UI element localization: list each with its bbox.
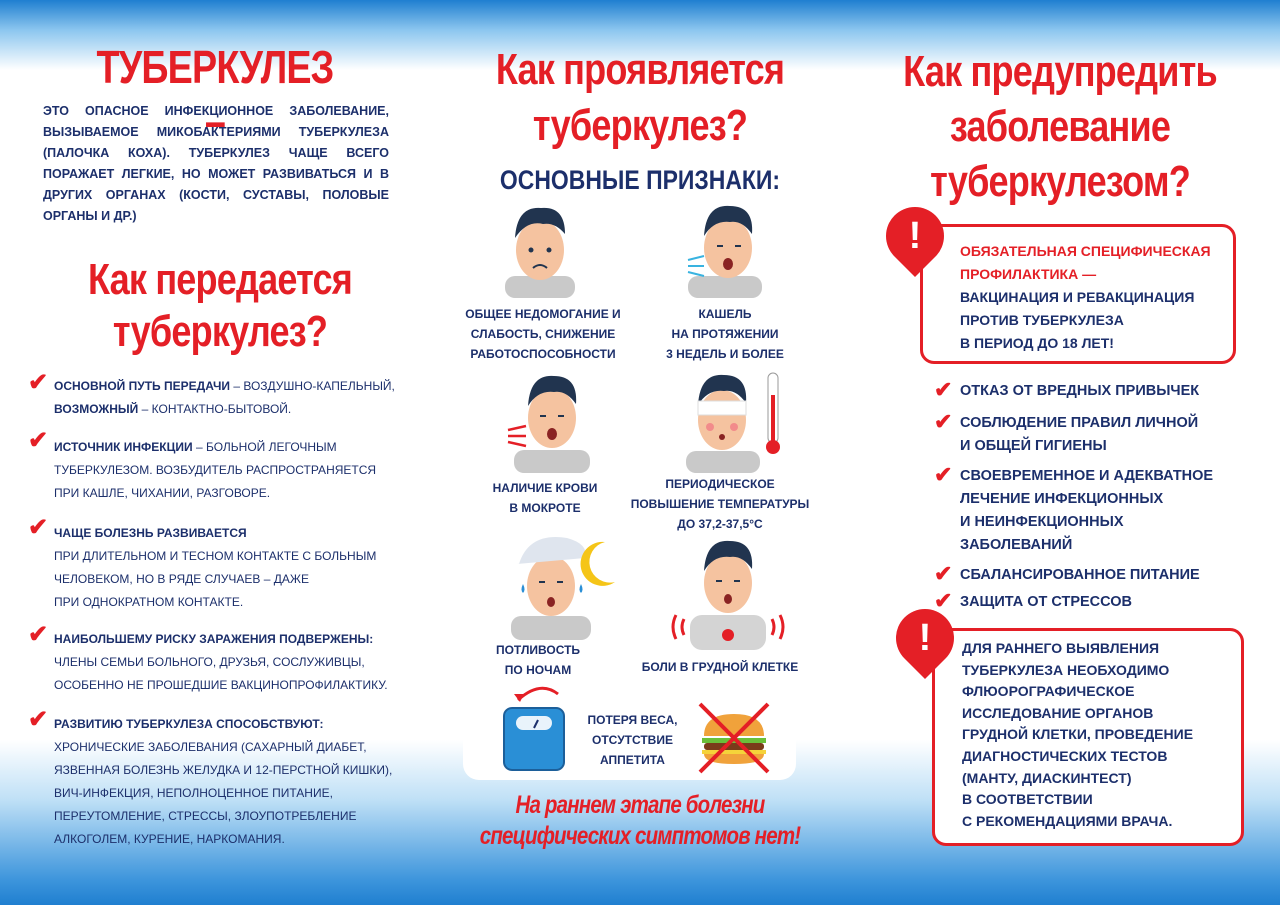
item-text: – БОЛЬНОЙ ЛЕГОЧНЫМ (192, 440, 337, 454)
check-icon: ✔ (28, 706, 49, 733)
check-icon: ✔ (28, 514, 49, 541)
malaise-illustration (505, 200, 575, 298)
vaccination-red-line1: ОБЯЗАТЕЛЬНАЯ СПЕЦИФИЧЕСКАЯ (960, 243, 1211, 259)
item-bold: РАЗВИТИЮ ТУБЕРКУЛЕЗА СПОСОБСТВУЮТ: (54, 717, 324, 731)
transmission-title-line2: туберкулез? (112, 307, 328, 356)
item-bold: ИСТОЧНИК ИНФЕКЦИИ (54, 440, 193, 454)
check-icon: ✔ (934, 377, 953, 402)
check-icon: ✔ (934, 409, 953, 434)
prevention-item: СБАЛАНСИРОВАННОЕ ПИТАНИЕ (960, 567, 1200, 583)
prevention-item: ОТКАЗ ОТ ВРЕДНЫХ ПРИВЫЧЕК (960, 383, 1200, 399)
prevention-item: СОБЛЮДЕНИЕ ПРАВИЛ ЛИЧНОЙ И ОБЩЕЙ ГИГИЕНЫ (960, 415, 1199, 454)
night-sweat-illustration (505, 528, 630, 640)
symptoms-title-line2: туберкулез? (532, 101, 748, 150)
vaccination-red-line2: ПРОФИЛАКТИКА — (960, 266, 1097, 282)
symptoms-title (476, 42, 804, 154)
symptoms-title-line1: Как проявляется (495, 45, 785, 94)
prevention-item: СВОЕВРЕМЕННОЕ И АДЕКВАТНОЕ ЛЕЧЕНИЕ ИНФЕКЦИОННЫХ И НЕИНФЕКЦИОННЫХ ЗАБОЛЕВАНИЙ (960, 468, 1214, 553)
early-stage-note (468, 790, 812, 852)
item-line: ВИЧ-ИНФЕКЦИЯ, НЕПОЛНОЦЕННОЕ ПИТАНИЕ, (54, 786, 333, 800)
check-icon: ✔ (28, 427, 49, 454)
transmission-item (54, 436, 434, 505)
item-bold: ОСНОВНОЙ ПУТЬ ПЕРЕДАЧИ (54, 379, 230, 393)
prevention-title (888, 44, 1232, 209)
early-stage-line2: специфических симптомов нет! (479, 822, 801, 850)
cough-illustration (680, 200, 770, 298)
fever-illustration (680, 365, 790, 473)
left-title: ТУБЕРКУЛЕЗ – (96, 41, 334, 147)
item-line: ПЕРЕУТОМЛЕНИЕ, СТРЕССЫ, ЗЛОУПОТРЕБЛЕНИЕ (54, 809, 357, 823)
prevention-title-line1: Как предупредить (903, 47, 1217, 96)
transmission-item (54, 628, 434, 697)
symptom-blood-label: НАЛИЧИЕ КРОВИ В МОКРОТЕ (492, 481, 598, 515)
check-icon: ✔ (28, 621, 49, 648)
item-line: ПРИ КАШЛЕ, ЧИХАНИИ, РАЗГОВОРЕ. (54, 486, 271, 500)
screening-text: ДЛЯ РАННЕГО ВЫЯВЛЕНИЯ ТУБЕРКУЛЕЗА НЕОБХОДИМО ФЛЮОРОГРАФИЧЕСКОЕ ИССЛЕДОВАНИЕ ОРГАНОВ ГРУДНОЙ КЛЕТКИ, ПРОВЕДЕНИЕ ДИАГНОСТИЧЕСКИХ ТЕСТОВ (МАНТУ, ДИАСКИНТЕСТ) В СООТВЕТСТВИИ С РЕКОМЕНДАЦИЯМИ ВРАЧА. (962, 640, 1194, 829)
item-bold: НАИБОЛЬШЕМУ РИСКУ ЗАРАЖЕНИЯ ПОДВЕРЖЕНЫ: (54, 632, 374, 646)
symptom-sweat-label: ПОТЛИВОСТЬ ПО НОЧАМ (495, 643, 581, 677)
item-line: ОСОБЕННО НЕ ПРОШЕДШИЕ ВАКЦИНОПРОФИЛАКТИКУ. (54, 678, 388, 692)
exclamation-pin-icon: ! (884, 597, 966, 679)
prevention-title-line3: туберкулезом? (930, 157, 1190, 206)
item-text: – КОНТАКТНО-БЫТОВОЙ. (138, 402, 292, 416)
item-line: ХРОНИЧЕСКИЕ ЗАБОЛЕВАНИЯ (САХАРНЫЙ ДИАБЕТ, (54, 740, 367, 754)
transmission-title-line1: Как передается (88, 255, 352, 304)
crossed-burger-icon (694, 700, 774, 775)
item-line: ПРИ ОДНОКРАТНОМ КОНТАКТЕ. (54, 595, 244, 609)
vaccination-line2: ПРОТИВ ТУБЕРКУЛЕЗА (960, 312, 1124, 328)
exclamation-pin-icon: ! (874, 195, 956, 277)
symptom-malaise-label: ОБЩЕЕ НЕДОМОГАНИЕ И СЛАБОСТЬ, СНИЖЕНИЕ РАБОТОСПОСОБНОСТИ (465, 307, 621, 361)
vaccination-line1: ВАКЦИНАЦИЯ И РЕВАКЦИНАЦИЯ (960, 289, 1195, 305)
check-icon: ✔ (934, 561, 953, 586)
symptom-weight-label: ПОТЕРЯ ВЕСА, ОТСУТСТВИЕ АППЕТИТА (587, 713, 678, 767)
item-text: – ВОЗДУШНО-КАПЕЛЬНЫЙ, (230, 379, 395, 393)
early-stage-line1: На раннем этапе болезни (515, 791, 765, 819)
symptoms-subtitle: ОСНОВНЫЕ ПРИЗНАКИ: (499, 165, 781, 195)
item-bold: ВОЗМОЖНЫЙ (54, 402, 139, 416)
prevention-item: ЗАЩИТА ОТ СТРЕССОВ (960, 594, 1133, 610)
symptom-chest-pain-label: БОЛИ В ГРУДНОЙ КЛЕТКЕ (641, 660, 799, 674)
item-line: ЧЛЕНЫ СЕМЬИ БОЛЬНОГО, ДРУЗЬЯ, СОСЛУЖИВЦЫ, (54, 655, 365, 669)
transmission-item (54, 375, 434, 421)
transmission-title (56, 254, 384, 358)
symptom-fever-label: ПЕРИОДИЧЕСКОЕ ПОВЫШЕНИЕ ТЕМПЕРАТУРЫ ДО 37,2-37,5°С (630, 477, 810, 531)
check-icon: ✔ (934, 462, 953, 487)
chest-pain-illustration (668, 535, 788, 650)
item-line: ЯЗВЕННАЯ БОЛЕЗНЬ ЖЕЛУДКА И 12-ПЕРСТНОЙ КИШКИ), (54, 763, 393, 777)
item-line: ПРИ ДЛИТЕЛЬНОМ И ТЕСНОМ КОНТАКТЕ С БОЛЬНЫМ (54, 549, 377, 563)
check-icon: ✔ (28, 369, 49, 396)
blood-cough-illustration (500, 368, 600, 473)
symptom-cough-label: КАШЕЛЬ НА ПРОТЯЖЕНИИ 3 НЕДЕЛЬ И БОЛЕЕ (666, 307, 784, 361)
scale-icon (500, 680, 570, 772)
item-line: АЛКОГОЛЕМ, КУРЕНИЕ, НАРКОМАНИЯ. (54, 832, 285, 846)
item-line: ЧЕЛОВЕКОМ, НО В РЯДЕ СЛУЧАЕВ – ДАЖЕ (54, 572, 309, 586)
definition-text: ЭТО ОПАСНОЕ ИНФЕКЦИОННОЕ ЗАБОЛЕВАНИЕ, ВЫЗЫВАЕМОЕ МИКОБАКТЕРИЯМИ ТУБЕРКУЛЕЗА (ПАЛОЧКА КОХА). ТУБЕРКУЛЕЗ ЧАЩЕ ВСЕГО ПОРАЖАЕТ ЛЕГКИЕ, НО МОЖЕТ РАЗВИВАТЬСЯ И В ДРУГИХ ОРГАНАХ (КОСТИ, СУСТАВЫ, ПОЛОВЫЕ ОРГАНЫ И ДР.) (43, 104, 389, 223)
check-icon: ✔ (934, 588, 953, 613)
item-bold: ЧАЩЕ БОЛЕЗНЬ РАЗВИВАЕТСЯ (54, 526, 247, 540)
vaccination-text (960, 240, 1228, 355)
transmission-item (54, 522, 434, 614)
vaccination-line3: В ПЕРИОД ДО 18 ЛЕТ! (960, 335, 1114, 351)
item-line: ТУБЕРКУЛЕЗОМ. ВОЗБУДИТЕЛЬ РАСПРОСТРАНЯЕТСЯ (54, 463, 377, 477)
transmission-item (54, 713, 434, 851)
prevention-title-line2: заболевание (949, 102, 1171, 151)
